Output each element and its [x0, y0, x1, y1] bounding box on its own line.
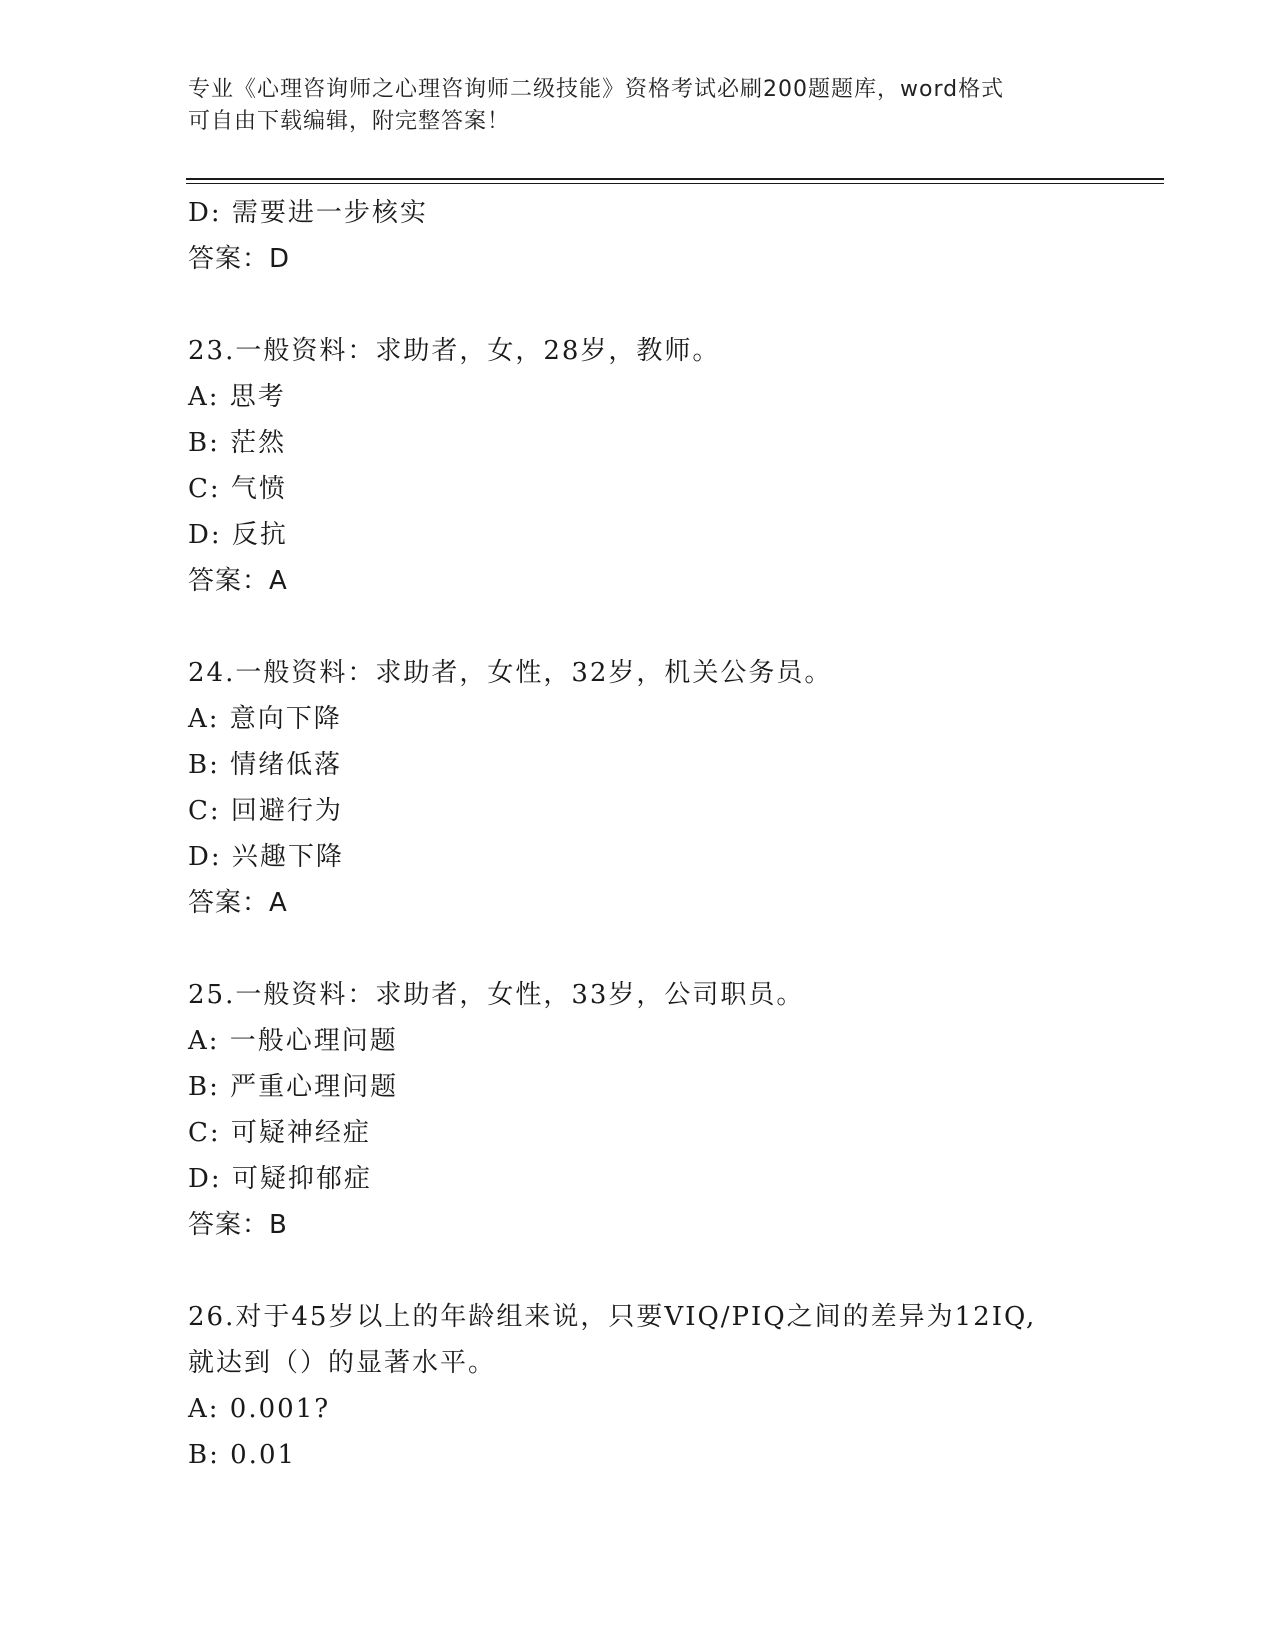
header-divider-thick — [186, 178, 1164, 180]
header-line-1: 专业《心理咨询师之心理咨询师二级技能》资格考试必刷200题题库，word格式 — [188, 77, 1005, 102]
question-25-stem: 25.一般资料：求助者，女性，33岁，公司职员。 — [188, 980, 805, 1010]
question-23-stem: 23.一般资料：求助者，女，28岁，教师。 — [188, 336, 721, 366]
question-list — [188, 190, 1138, 1478]
question-23-option-b: B: 茫然 — [188, 428, 287, 458]
header-line-2: 可自由下载编辑，附完整答案！ — [188, 109, 511, 134]
question-25-option-a: A: 一般心理问题 — [188, 1026, 398, 1056]
prev-answer: 答案：D — [188, 244, 291, 274]
question-23-option-a: A: 思考 — [188, 382, 286, 412]
question-25-answer: 答案：B — [188, 1210, 288, 1240]
question-24-answer: 答案：A — [188, 888, 288, 918]
question-26-option-a: A: 0.001? — [188, 1394, 331, 1424]
prev-option-d: D: 需要进一步核实 — [188, 198, 428, 228]
question-24-option-c: C: 回避行为 — [188, 796, 343, 826]
question-25-option-c: C: 可疑神经症 — [188, 1118, 371, 1148]
spacer — [188, 926, 1138, 972]
question-26-stem-line-1: 26.对于45岁以上的年龄组来说，只要VIQ/PIQ之间的差异为12IQ, — [188, 1302, 1037, 1332]
spacer — [188, 604, 1138, 650]
question-24-option-d: D: 兴趣下降 — [188, 842, 344, 872]
question-24-option-b: B: 情绪低落 — [188, 750, 343, 780]
question-26-option-b: B: 0.01 — [188, 1440, 297, 1470]
question-23-answer: 答案：A — [188, 566, 288, 596]
question-23-option-d: D: 反抗 — [188, 520, 288, 550]
spacer — [188, 282, 1138, 328]
spacer — [188, 1248, 1138, 1294]
question-26-stem-line-2: 就达到（）的显著水平。 — [188, 1348, 497, 1378]
question-23-option-c: C: 气愤 — [188, 474, 287, 504]
question-24-stem: 24.一般资料：求助者，女性，32岁，机关公务员。 — [188, 658, 833, 688]
document-header — [188, 74, 1088, 138]
question-24-option-a: A: 意向下降 — [188, 704, 342, 734]
question-25-option-b: B: 严重心理问题 — [188, 1072, 399, 1102]
header-divider-thin — [186, 183, 1164, 184]
question-25-option-d: D: 可疑抑郁症 — [188, 1164, 372, 1194]
